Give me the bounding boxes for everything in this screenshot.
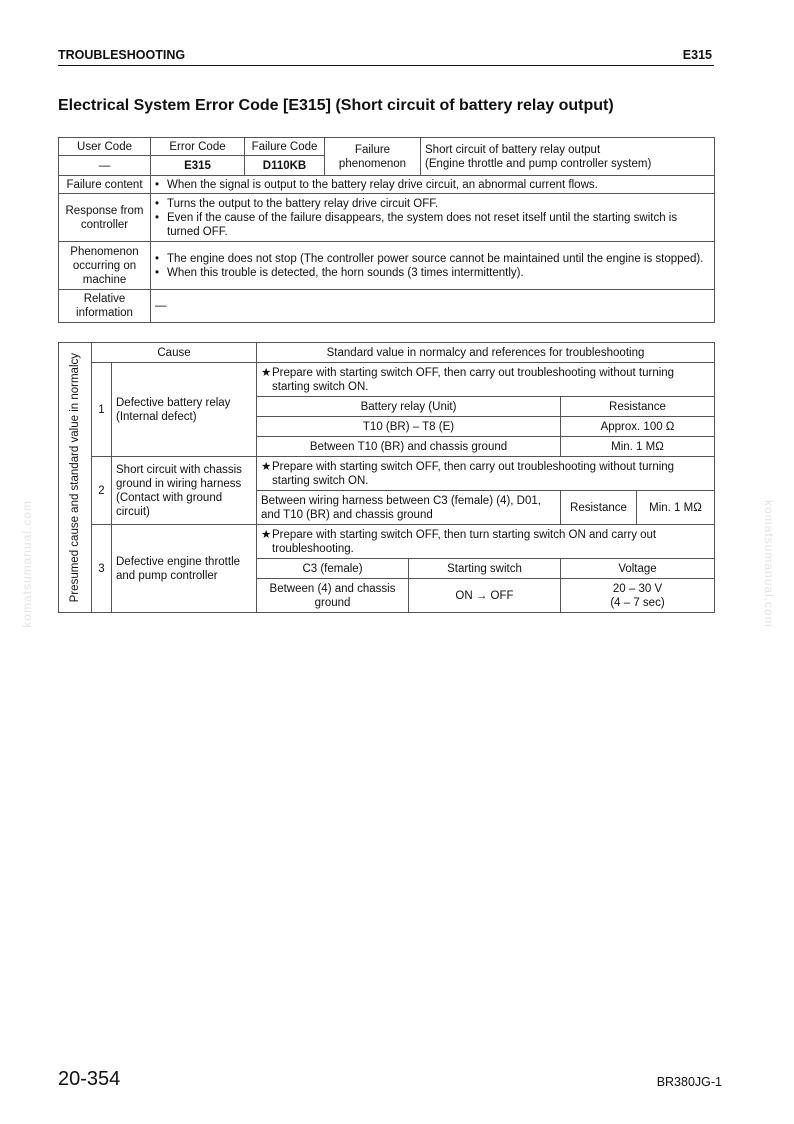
relative-info-value: — bbox=[151, 290, 715, 323]
bullet-icon: • bbox=[155, 178, 160, 191]
phenomenon-label: Phenomenon occurring on machine bbox=[59, 242, 151, 290]
cause-2-note-text: Prepare with starting switch OFF, then carry out troubleshooting without turning starting switch ON. bbox=[272, 460, 675, 487]
bullet-icon: • bbox=[155, 197, 160, 210]
star-icon: ★ bbox=[261, 528, 272, 541]
header-rule bbox=[58, 65, 714, 66]
cause-1-row2-b: Min. 1 MΩ bbox=[561, 437, 715, 457]
cause-2-value: Min. 1 MΩ bbox=[637, 491, 715, 525]
response-label: Response from controller bbox=[59, 194, 151, 242]
failure-phenomenon-line-2: (Engine throttle and pump controller system) bbox=[425, 157, 652, 170]
cause-3-note bbox=[257, 525, 715, 559]
cause-3-row-c bbox=[561, 579, 715, 613]
cause-2-number: 2 bbox=[92, 457, 112, 525]
failure-phenomenon-value bbox=[421, 138, 715, 176]
standard-header: Standard value in normalcy and references for troubleshooting bbox=[257, 343, 715, 363]
cause-2-text: Short circuit with chassis ground in wiring harness (Contact with ground circuit) bbox=[112, 457, 257, 525]
cause-table bbox=[58, 342, 715, 613]
failure-info-table bbox=[58, 137, 715, 323]
cause-1-col2-header: Resistance bbox=[561, 397, 715, 417]
relative-info-label: Relative information bbox=[59, 290, 151, 323]
response-value bbox=[151, 194, 715, 242]
cause-1-text: Defective battery relay (Internal defect) bbox=[112, 363, 257, 457]
page-title: Electrical System Error Code [E315] (Short circuit of battery relay output) bbox=[58, 97, 614, 114]
section-header: TROUBLESHOOTING bbox=[58, 48, 186, 62]
cause-1-note bbox=[257, 363, 715, 397]
cause-3-text: Defective engine throttle and pump controller bbox=[112, 525, 257, 613]
cause-3-voltage: 20 – 30 V bbox=[612, 582, 663, 595]
cause-3-row-a: Between (4) and chassis ground bbox=[257, 579, 409, 613]
error-code-value: E315 bbox=[151, 156, 245, 176]
response-item-2: Even if the cause of the failure disappears, the system does not reset itself until the starting switch is turned OFF. bbox=[167, 211, 678, 238]
cause-3-col3-header: Voltage bbox=[561, 559, 715, 579]
bullet-icon: • bbox=[155, 211, 160, 224]
watermark-left: komatsumanual.com bbox=[20, 500, 34, 628]
phenomenon-item-2: When this trouble is detected, the horn sounds (3 times intermittently). bbox=[167, 266, 524, 279]
cause-1-note-text: Prepare with starting switch OFF, then carry out troubleshooting without turning starting switch ON. bbox=[272, 366, 675, 393]
cause-1-row1-a: T10 (BR) – T8 (E) bbox=[257, 417, 561, 437]
user-code-label: User Code bbox=[59, 138, 151, 156]
cause-2-check: Between wiring harness between C3 (female) (4), D01, and T10 (BR) and chassis ground bbox=[257, 491, 561, 525]
page-number: 20-354 bbox=[58, 1068, 121, 1090]
star-icon: ★ bbox=[261, 460, 272, 473]
failure-code-label: Failure Code bbox=[245, 138, 325, 156]
failure-phenomenon-label: Failure phenomenon bbox=[325, 138, 421, 176]
failure-content-value bbox=[151, 176, 715, 194]
side-label: Presumed cause and standard value in normalcy bbox=[69, 352, 81, 603]
phenomenon-item-1: The engine does not stop (The controller power source cannot be maintained until the engine is stopped). bbox=[167, 252, 704, 265]
watermark-right: komatsumanual.com bbox=[762, 500, 776, 628]
cause-3-note-text: Prepare with starting switch OFF, then turn starting switch ON and carry out troubleshooting. bbox=[272, 528, 657, 555]
bullet-icon: • bbox=[155, 266, 160, 279]
model-number: BR380JG-1 bbox=[656, 1075, 722, 1089]
cause-1-row2-a: Between T10 (BR) and chassis ground bbox=[257, 437, 561, 457]
error-code-label: Error Code bbox=[151, 138, 245, 156]
cause-1-number: 1 bbox=[92, 363, 112, 457]
phenomenon-value bbox=[151, 242, 715, 290]
failure-phenomenon-line-1: Short circuit of battery relay output bbox=[425, 143, 601, 156]
cause-header: Cause bbox=[92, 343, 257, 363]
cause-3-duration: (4 – 7 sec) bbox=[610, 596, 665, 609]
cause-3-col2-header: Starting switch bbox=[409, 559, 561, 579]
star-icon: ★ bbox=[261, 366, 272, 379]
error-code-header: E315 bbox=[682, 48, 712, 62]
cause-1-col1-header: Battery relay (Unit) bbox=[257, 397, 561, 417]
failure-code-value: D110KB bbox=[245, 156, 325, 176]
failure-content-label: Failure content bbox=[59, 176, 151, 194]
user-code-value: — bbox=[59, 156, 151, 176]
cause-3-col1-header: C3 (female) bbox=[257, 559, 409, 579]
side-label-cell bbox=[59, 343, 92, 613]
cause-1-row1-b: Approx. 100 Ω bbox=[561, 417, 715, 437]
cause-2-note bbox=[257, 457, 715, 491]
bullet-icon: • bbox=[155, 252, 160, 265]
failure-content-text: When the signal is output to the battery relay drive circuit, an abnormal current flows. bbox=[167, 178, 598, 191]
response-item-1: Turns the output to the battery relay drive circuit OFF. bbox=[167, 197, 439, 210]
cause-2-item: Resistance bbox=[561, 491, 637, 525]
cause-3-row-b: ON → OFF bbox=[409, 579, 561, 613]
cause-3-number: 3 bbox=[92, 525, 112, 613]
